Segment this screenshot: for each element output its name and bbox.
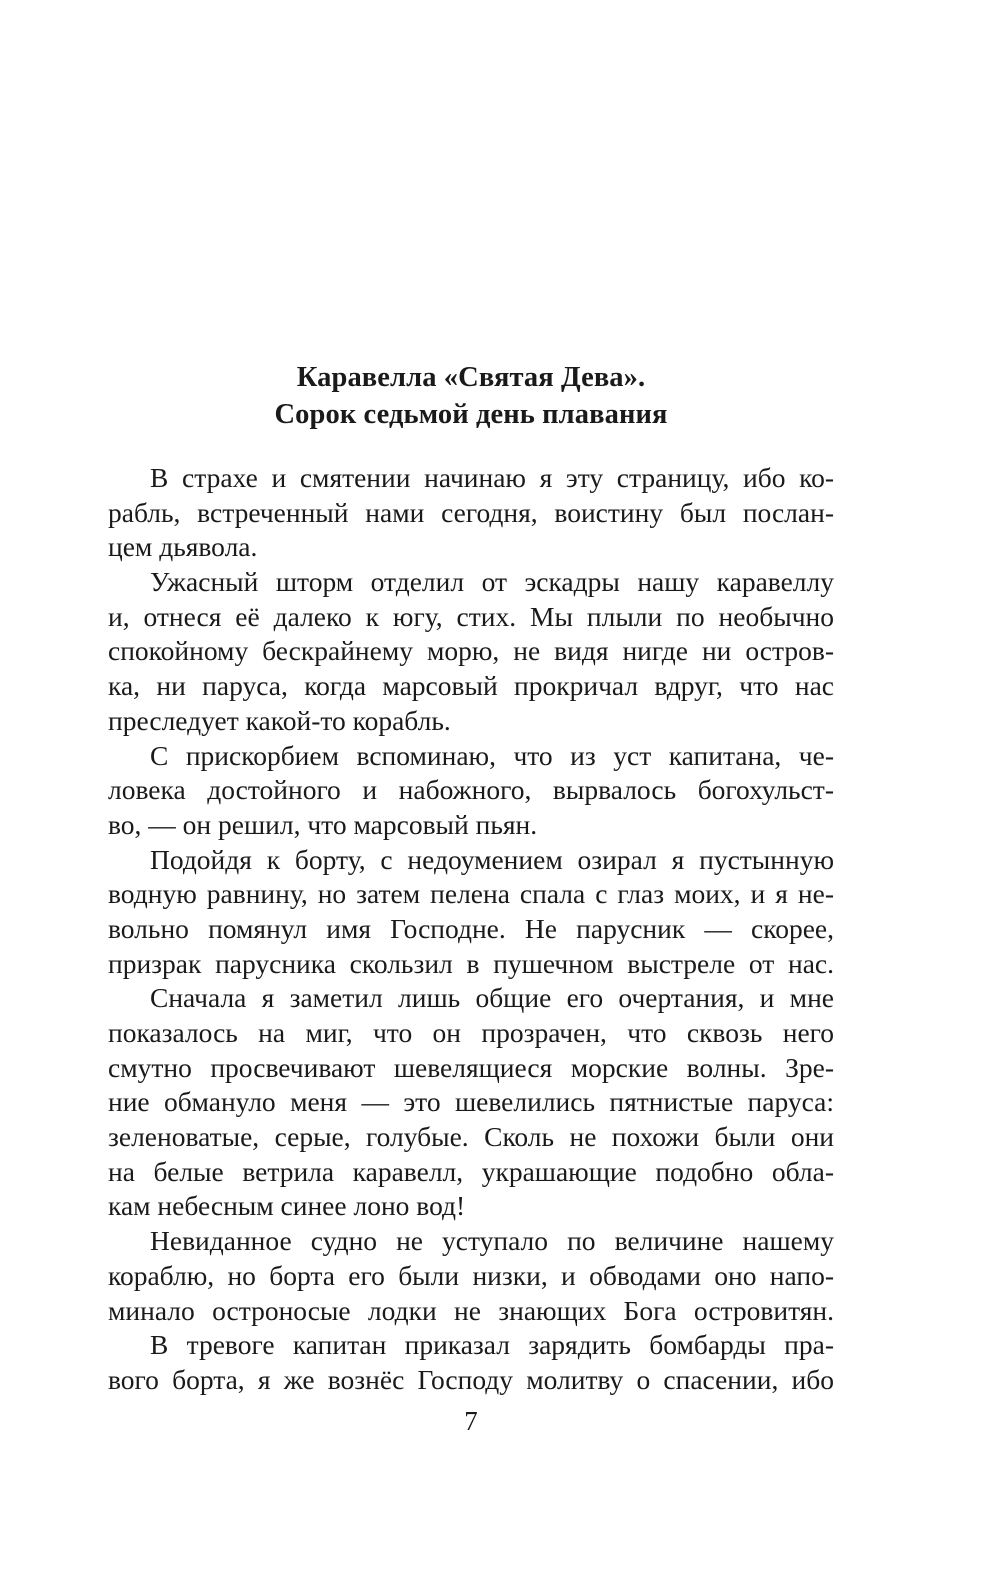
paragraph xyxy=(108,843,834,982)
text-line: минало остроносые лодки не знающих Бога островитян. xyxy=(108,1294,834,1326)
text-line: рабль, встреченный нами сегодня, воистину был послан- xyxy=(108,496,834,528)
paragraph xyxy=(108,1328,834,1397)
chapter-title-line-2: Сорок седьмой день плавания xyxy=(274,399,668,430)
text-line: ловека достойного и набожного, вырвалось богохульст- xyxy=(108,774,834,806)
paragraph xyxy=(108,565,834,738)
text-line: ка, ни паруса, когда марсовый прокричал вдруг, что нас xyxy=(108,670,834,702)
book-page xyxy=(108,0,834,1583)
text-line: Сначала я заметил лишь общие его очертания, и мне xyxy=(150,982,834,1014)
text-line: С прискорбием вспоминаю, что из уст капитана, че- xyxy=(150,739,834,771)
text-line: вольно помянул имя Господне. Не парусник — скорее, xyxy=(108,912,834,944)
text-line: В страхе и смятении начинаю я эту страницу, ибо ко- xyxy=(150,462,834,493)
text-line: и, отнеся её далеко к югу, стих. Мы плыли по необычно xyxy=(108,600,834,632)
text-line: цем дьявола. xyxy=(108,531,258,563)
paragraph xyxy=(108,461,834,565)
text-line: преследует какой-то корабль. xyxy=(108,704,451,736)
text-line: кораблю, но борта его были низки, и обводами оно напо- xyxy=(108,1259,834,1291)
paragraph xyxy=(108,1224,834,1328)
text-line: показалось на миг, что он прозрачен, что сквозь него xyxy=(108,1017,834,1048)
text-line: водную равнину, но затем пелена спала с глаз моих, и я не- xyxy=(108,878,834,910)
text-line: во, — он решил, что марсовый пьян. xyxy=(108,808,538,840)
text-line: Невиданное судно не уступало по величине нашему xyxy=(150,1225,834,1257)
text-line: смутно просвечивают шевелящиеся морские волны. Зре- xyxy=(108,1051,834,1083)
body-text xyxy=(108,461,834,1398)
text-line: Подойдя к борту, с недоумением озирал я пустынную xyxy=(150,843,834,875)
paragraph xyxy=(108,739,834,843)
text-line: В тревоге капитан приказал зарядить бомбарды пра- xyxy=(150,1329,834,1361)
text-line: вого борта, я же вознёс Господу молитву о спасении, ибо xyxy=(108,1363,834,1395)
text-line: кам небесным синее лоно вод! xyxy=(108,1190,466,1222)
text-line: спокойному бескрайнему морю, не видя нигде ни остров- xyxy=(108,635,834,667)
paragraph xyxy=(108,981,834,1224)
text-line: призрак парусника скользил в пушечном выстреле от нас. xyxy=(108,947,834,979)
text-line: зеленоватые, серые, голубые. Сколь не похожи были они xyxy=(108,1121,834,1153)
text-line: Ужасный шторм отделил от эскадры нашу каравеллу xyxy=(150,566,834,598)
chapter-title xyxy=(108,359,834,433)
text-line: на белые ветрила каравелл, украшающие подобно обла- xyxy=(108,1155,834,1187)
chapter-title-line-1: Каравелла «Святая Дева». xyxy=(296,362,646,393)
text-line: ние обмануло меня — это шевелились пятнистые паруса: xyxy=(108,1086,834,1118)
page-number: 7 xyxy=(464,1406,478,1436)
